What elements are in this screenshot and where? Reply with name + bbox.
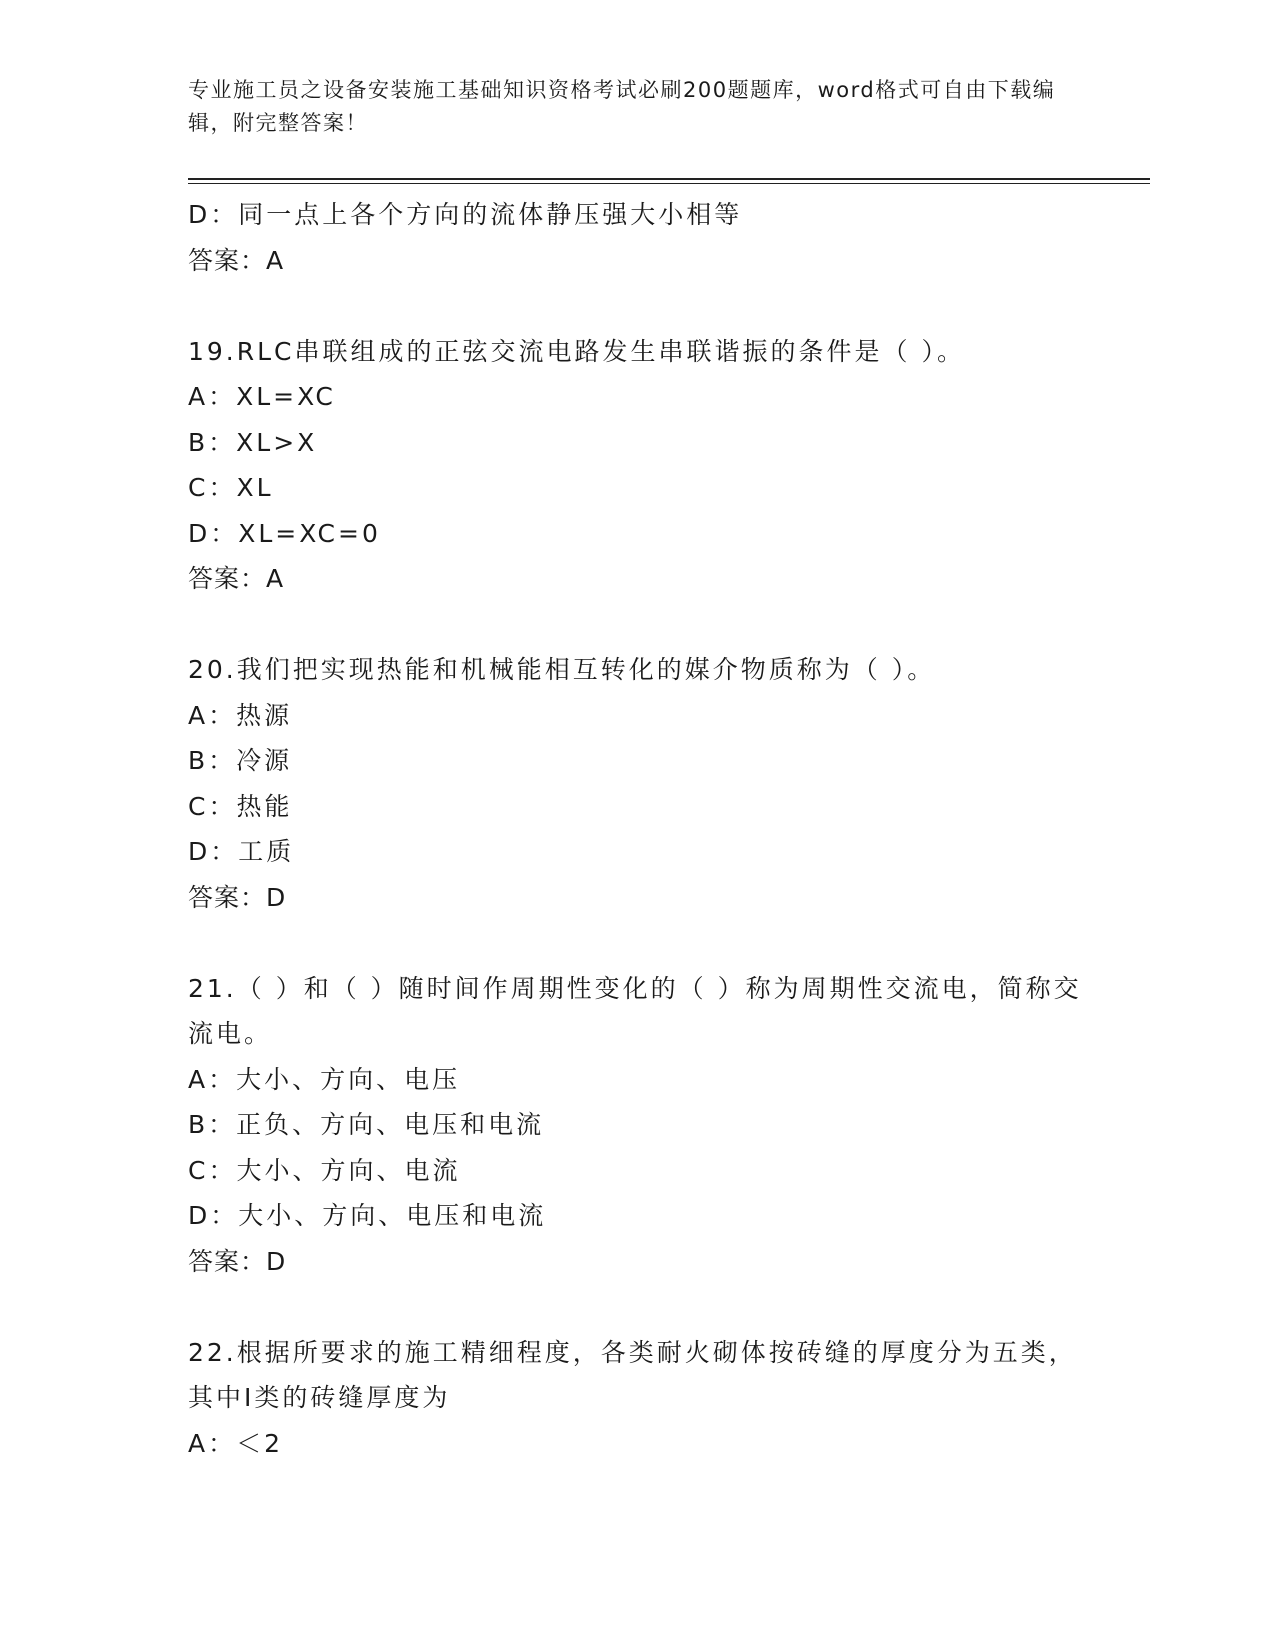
answer-label: 答案：	[188, 245, 267, 275]
answer-value: D	[266, 1246, 287, 1276]
question-21-option-d: D：大小、方向、电压和电流	[188, 1201, 547, 1230]
answer-label: 答案：	[188, 882, 267, 912]
question-22-option-a: A：＜2	[188, 1428, 284, 1458]
question-22-stem: 22.根据所要求的施工精细程度，各类耐火砌体按砖缝的厚度分为五类，其中Ⅰ类的砖缝厚度为	[188, 1337, 1077, 1412]
header-divider-thin	[188, 183, 1150, 184]
header-divider-thick	[188, 178, 1150, 180]
question-20-option-a: A：热源	[188, 700, 293, 730]
question-20-answer	[188, 875, 1088, 921]
answer-value: A	[266, 564, 285, 593]
question-21-option-b: B：正负、方向、电压和电流	[188, 1110, 545, 1139]
question-21-answer	[188, 1239, 1088, 1285]
question-19-answer	[188, 556, 1088, 602]
question-20-option-d: D：工质	[188, 837, 295, 866]
question-21-option-c: C：大小、方向、电流	[188, 1155, 461, 1185]
question-content	[188, 192, 1088, 1466]
answer-label: 答案：	[188, 564, 267, 593]
question-19-option-a: A：XL=XC	[188, 382, 336, 411]
question-20-option-c: C：热能	[188, 791, 293, 821]
question-19-option-c: C：XL	[188, 473, 274, 502]
question-20-option-b: B：冷源	[188, 746, 293, 775]
spacer	[188, 283, 1088, 329]
prev-question-answer	[188, 238, 1088, 284]
question-19-stem: 19.RLC串联组成的正弦交流电路发生串联谐振的条件是（ ）。	[188, 336, 965, 366]
spacer	[188, 602, 1088, 648]
question-19-option-d: D：XL=XC=0	[188, 518, 381, 548]
question-19-option-b: B：XL>X	[188, 427, 318, 457]
spacer	[188, 920, 1088, 966]
question-21-stem: 21.（ ）和（ ）随时间作周期性变化的（ ）称为周期性交流电，简称交流电。	[188, 973, 1082, 1048]
answer-value: D	[266, 882, 287, 912]
question-21-option-a: A：大小、方向、电压	[188, 1064, 461, 1094]
spacer	[188, 1284, 1088, 1330]
answer-label: 答案：	[188, 1246, 267, 1276]
prev-question-option-d: D：同一点上各个方向的流体静压强大小相等	[188, 200, 743, 229]
answer-value: A	[266, 245, 285, 275]
document-header: 专业施工员之设备安装施工基础知识资格考试必刷200题题库，word格式可自由下载编辑，附完整答案！	[188, 78, 1056, 135]
question-20-stem: 20.我们把实现热能和机械能相互转化的媒介物质称为（ ）。	[188, 655, 936, 684]
